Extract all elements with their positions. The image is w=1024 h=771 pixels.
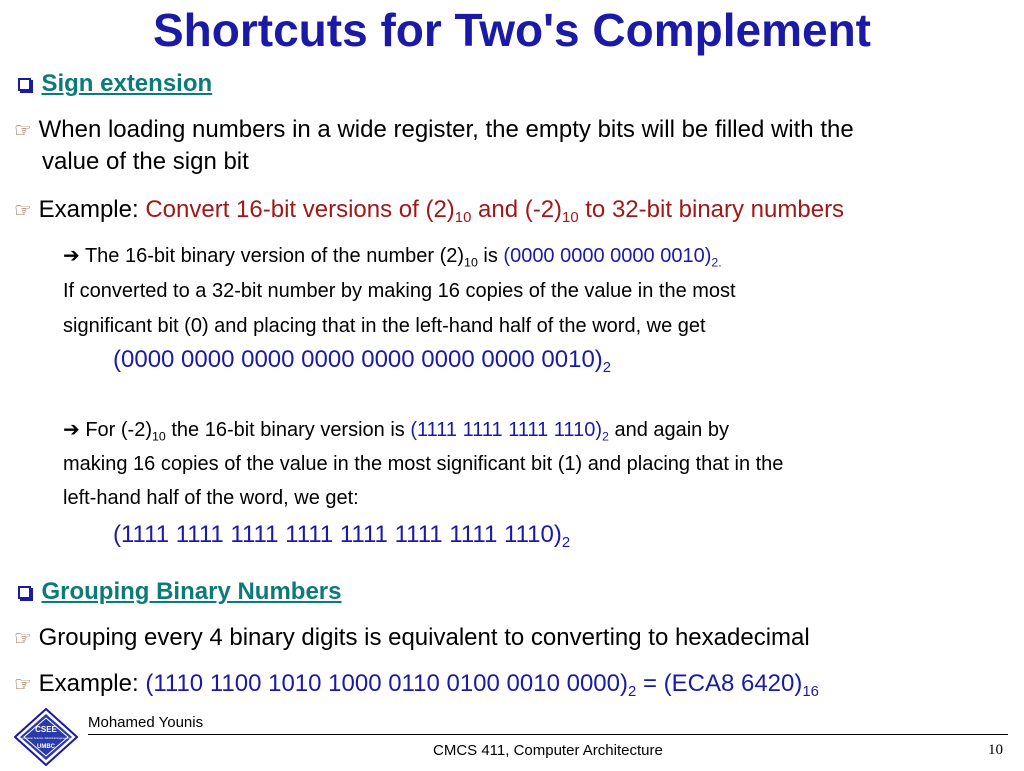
logo-text-subtitle: Computer Science / Electrical Engineering	[21, 737, 71, 740]
pointing-hand-icon: ☞	[14, 674, 32, 696]
bullet-grouping-example: ☞ Example: (1110 1100 1010 1000 0110 0100 0010 $0000)_2 = (ECA8$ $6420)_{16}$	[14, 670, 819, 701]
slide-title: Shortcuts for Two's Complement	[152, 4, 871, 56]
section-heading: Sign extension	[41, 70, 213, 97]
pointing-hand-icon: ☞	[14, 628, 32, 650]
footer-author: Mohamed Younis	[88, 714, 204, 731]
bullet-sign-bit-line1: ☞ When loading numbers in a wide register, the empty bits will be filled with the	[14, 116, 854, 143]
section-grouping-binary	[18, 578, 342, 606]
page-number: 10	[988, 742, 1003, 758]
example2-line3: left-hand half of the word, we get:	[63, 487, 359, 509]
bullet-sign-bit-line2: value of the sign bit	[42, 148, 249, 175]
logo-text-csee: CSEE	[35, 725, 57, 734]
example2-line2: making 16 copies of the value in the most significant bit (1) and placing that in the	[63, 453, 784, 475]
pointing-hand-icon: ☞	[14, 200, 32, 222]
footer-divider	[88, 734, 1008, 735]
right-arrow-icon: ➔	[63, 245, 80, 267]
section-sign-extension	[18, 70, 212, 98]
example1-line1: ➔ The 16-bit binary version of the number $(2)_{10}$ is (0000 0000 0000 $0010)_{2.}$	[63, 245, 722, 270]
example1-line3: significant bit (0) and placing that in the left-hand half of the word, we get	[63, 315, 706, 337]
bullet-example-convert: ☞ Example: Convert 16-bit versions of $(2)_{10}$ and $(-2)_{10}$ to 32-bit binary numbers	[14, 196, 845, 227]
logo-text-umbc: UMBC	[37, 744, 55, 750]
example2-result: (1111 1111 1111 1111 1111 1111 1111 $1110)_2$	[113, 521, 571, 552]
example1-line2: If converted to a 32-bit number by making 16 copies of the value in the most	[63, 280, 736, 302]
bullet-grouping: ☞ Grouping every 4 binary digits is equivalent to converting to hexadecimal	[14, 624, 810, 651]
csee-umbc-logo	[14, 708, 78, 766]
section-heading: Grouping Binary Numbers	[41, 578, 342, 605]
hollow-square-icon	[18, 586, 31, 599]
right-arrow-icon: ➔	[63, 419, 80, 441]
example2-line1: ➔ For $(-2)_{10}$ the 16-bit binary version is (1111 1111 1111 $1110)_2$ and again by	[63, 419, 729, 444]
hollow-square-icon	[18, 78, 31, 91]
pointing-hand-icon: ☞	[14, 120, 32, 142]
footer-course: CMCS 411, Computer Architecture	[433, 742, 663, 759]
example1-result: (0000 0000 0000 0000 0000 0000 0000 $0010)_2$	[113, 346, 612, 377]
